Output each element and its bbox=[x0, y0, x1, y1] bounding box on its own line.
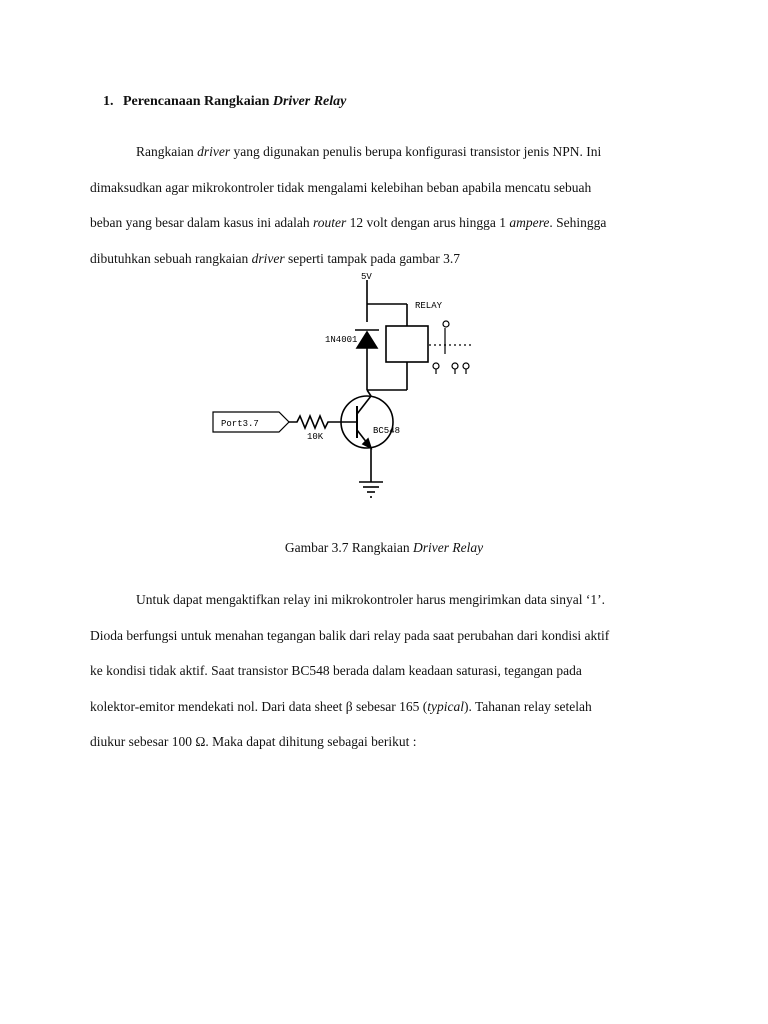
para2-line2: Dioda berfungsi untuk menahan tegangan balik dari relay pada saat perubahan dari kondisi aktif bbox=[90, 627, 610, 643]
para1-line4: dibutuhkan sebuah rangkaian driver seperti tampak pada gambar 3.7 bbox=[90, 250, 461, 266]
resistor-icon bbox=[289, 416, 357, 428]
para1-line2: dimaksudkan agar mikrokontroler tidak mengalami kelebihan beban apabila mencatu sebuah bbox=[90, 179, 592, 195]
para2-line1: Untuk dapat mengaktifkan relay ini mikrokontroler harus mengirimkan data sinyal ‘1’. bbox=[136, 592, 605, 607]
relay-driver-circuit bbox=[205, 268, 485, 503]
para1-line3: beban yang besar dalam kasus ini adalah router 12 volt dengan arus hingga 1 ampere. Sehingga bbox=[90, 215, 607, 231]
figure-caption: Gambar 3.7 Rangkaian Driver Relay bbox=[284, 540, 484, 555]
diode-icon bbox=[357, 332, 377, 348]
diode-label: 1N4001 bbox=[325, 335, 358, 345]
port-label: Port3.7 bbox=[221, 419, 259, 429]
paragraph-explanation bbox=[90, 582, 678, 760]
section-heading bbox=[103, 94, 346, 110]
supply-label: 5V bbox=[361, 272, 372, 282]
transistor-label: BC548 bbox=[373, 426, 401, 436]
heading-italic: Driver Relay bbox=[272, 94, 347, 109]
heading-number: 1. bbox=[103, 94, 114, 109]
relay-label: RELAY bbox=[415, 301, 443, 311]
para2-line3: ke kondisi tidak aktif. Saat transistor BC548 berada dalam keadaan saturasi, tegangan pada bbox=[90, 663, 582, 679]
relay-coil bbox=[386, 326, 428, 362]
para2-line5: diukur sebesar 100 Ω. Maka dapat dihitung sebagai berikut : bbox=[90, 734, 417, 750]
para1-line1: Rangkaian driver yang digunakan penulis berupa konfigurasi transistor jenis NPN. Ini bbox=[136, 144, 602, 159]
heading-text: Perencanaan Rangkaian bbox=[123, 94, 273, 109]
para2-line4: kolektor-emitor mendekati nol. Dari data sheet β sebesar 165 (typical). Tahanan relay setelah bbox=[90, 698, 592, 714]
resistor-label: 10K bbox=[307, 432, 324, 442]
paragraph-intro bbox=[90, 134, 678, 276]
